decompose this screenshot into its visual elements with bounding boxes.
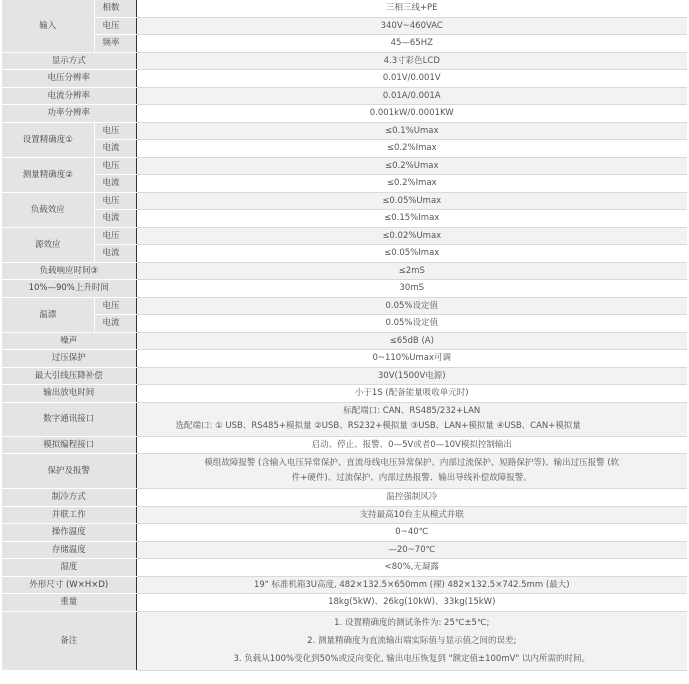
load-effect-label: 负载效应	[2, 192, 94, 227]
row-current-resolution	[2, 87, 687, 105]
row-notes	[2, 611, 687, 670]
voltage-resolution-label: 电压分辨率	[2, 70, 136, 88]
input-voltage-label: 电压	[94, 17, 136, 35]
set-accuracy-voltage-label: 电压	[94, 122, 136, 140]
rise-time-label: 10%—90%上升时间	[2, 280, 136, 298]
row-measure-accuracy-voltage	[2, 157, 687, 175]
cooling-value: 温控强制风冷	[136, 489, 687, 507]
row-storage-temperature	[2, 541, 687, 559]
row-voltage-resolution	[2, 70, 687, 88]
row-cooling	[2, 489, 687, 507]
measure-accuracy-current-value: ≤0.2%Imax	[136, 175, 687, 193]
humidity-value: <80%,无凝露	[136, 559, 687, 577]
notes-label: 备注	[2, 611, 136, 670]
rise-time-value: 30mS	[136, 280, 687, 298]
current-resolution-label: 电流分辨率	[2, 87, 136, 105]
row-temp-drift-current	[2, 315, 687, 333]
protection-alarm-value	[136, 454, 687, 489]
power-resolution-value: 0.001kW/0.0001KW	[136, 105, 687, 123]
note-3: 3. 负载从100%变化到50%或反向变化, 输出电压恢复到 "额定值±100mV" 以内所需的时间。	[233, 653, 591, 664]
standard-ports-text: 标配端口: CAN、RS485/232+LAN	[343, 406, 481, 416]
source-effect-current-label: 电流	[94, 245, 136, 263]
parallel-label: 并联工作	[2, 506, 136, 524]
load-response-label: 负载响应时间③	[2, 262, 136, 280]
current-resolution-value: 0.01A/0.001A	[136, 87, 687, 105]
weight-label: 重量	[2, 594, 136, 612]
row-measure-accuracy-current	[2, 175, 687, 193]
source-effect-current-value: ≤0.05%Imax	[136, 245, 687, 263]
protection-alarm-label: 保护及报警	[2, 454, 136, 489]
digital-interface-value	[136, 402, 687, 436]
discharge-time-value: 小于1S (配备能量吸收单元时)	[136, 385, 687, 403]
noise-value: ≤65dB (A)	[136, 332, 687, 350]
protection-text-line-1: 模组故障报警 (含输入电压异常保护、直流母线电压异常保护、内部过流保护、短路保护等)、输出过压报警 (软	[204, 458, 620, 468]
temp-drift-voltage-label: 电压	[94, 297, 136, 315]
row-overvoltage-protection	[2, 350, 687, 368]
row-discharge-time	[2, 385, 687, 403]
optional-ports-text: 选配端口: ① USB、RS485+模拟量 ②USB、RS232+模拟量 ③USB、LAN+模拟量 ④USB、CAN+模拟量	[175, 421, 581, 431]
row-lead-compensation	[2, 367, 687, 385]
row-dimensions	[2, 576, 687, 594]
lead-compensation-label: 最大引线压降补偿	[2, 367, 136, 385]
weight-value: 18kg(5kW)、26kg(10kW)、33kg(15kW)	[136, 594, 687, 612]
row-protection-alarm	[2, 454, 687, 489]
input-label: 输入	[2, 0, 94, 52]
measure-accuracy-current-label: 电流	[94, 175, 136, 193]
row-weight	[2, 594, 687, 612]
notes-value	[136, 611, 687, 670]
display-value: 4.3寸彩色LCD	[136, 52, 687, 70]
dimensions-label: 外形尺寸 (W×H×D)	[2, 576, 136, 594]
row-analog-interface	[2, 436, 687, 454]
noise-label: 噪声	[2, 332, 136, 350]
dimensions-value: 19" 标准机箱3U高度, 482×132.5×650mm (裸) 482×132.5×742.5mm (最大)	[136, 576, 687, 594]
row-rise-time	[2, 280, 687, 298]
voltage-resolution-value: 0.01V/0.001V	[136, 70, 687, 88]
row-digital-interface	[2, 402, 687, 436]
row-load-response	[2, 262, 687, 280]
row-input-frequency	[2, 35, 687, 53]
overvoltage-protection-label: 过压保护	[2, 350, 136, 368]
temp-drift-label: 温漂	[2, 297, 94, 332]
source-effect-voltage-value: ≤0.02%Umax	[136, 227, 687, 245]
humidity-label: 湿度	[2, 559, 136, 577]
protection-text-line-2: 件+硬件)、过流保护、内部过热报警、输出导线补偿故障报警。	[291, 473, 532, 483]
phase-label: 相数	[94, 0, 136, 17]
row-input-voltage	[2, 17, 687, 35]
row-parallel	[2, 506, 687, 524]
overvoltage-protection-value: 0~110%Umax可调	[136, 350, 687, 368]
parallel-value: 支持最高10台主从模式并联	[136, 506, 687, 524]
operating-temperature-value: 0~40℃	[136, 524, 687, 542]
input-voltage-value: 340V~460VAC	[136, 17, 687, 35]
storage-temperature-label: 存储温度	[2, 541, 136, 559]
digital-interface-label: 数字通讯接口	[2, 402, 136, 436]
source-effect-label: 源效应	[2, 227, 94, 262]
row-operating-temperature	[2, 524, 687, 542]
lead-compensation-value: 30V(1500V电源)	[136, 367, 687, 385]
display-label: 显示方式	[2, 52, 136, 70]
set-accuracy-label: 设置精确度①	[2, 122, 94, 157]
measure-accuracy-label: 测量精确度②	[2, 157, 94, 192]
row-power-resolution	[2, 105, 687, 123]
row-humidity	[2, 559, 687, 577]
analog-interface-value: 启动、停止、报警、0—5V或者0—10V模拟控制输出	[136, 436, 687, 454]
row-load-effect-current	[2, 210, 687, 228]
set-accuracy-voltage-value: ≤0.1%Umax	[136, 122, 687, 140]
frequency-label: 频率	[94, 35, 136, 53]
frequency-value: 45—65HZ	[136, 35, 687, 53]
load-effect-current-value: ≤0.15%Imax	[136, 210, 687, 228]
row-load-effect-voltage	[2, 192, 687, 210]
load-effect-current-label: 电流	[94, 210, 136, 228]
source-effect-voltage-label: 电压	[94, 227, 136, 245]
temp-drift-current-value: 0.05%设定值	[136, 315, 687, 333]
load-response-value: ≤2mS	[136, 262, 687, 280]
load-effect-voltage-value: ≤0.05%Umax	[136, 192, 687, 210]
measure-accuracy-voltage-value: ≤0.2%Umax	[136, 157, 687, 175]
storage-temperature-value: —20~70℃	[136, 541, 687, 559]
row-temp-drift-voltage	[2, 297, 687, 315]
spec-table	[2, 0, 687, 671]
row-source-effect-voltage	[2, 227, 687, 245]
load-effect-voltage-label: 电压	[94, 192, 136, 210]
cooling-label: 制冷方式	[2, 489, 136, 507]
note-2: 2. 测量精确度为直流输出端实际值与显示值之间的误差;	[307, 635, 517, 646]
operating-temperature-label: 操作温度	[2, 524, 136, 542]
power-resolution-label: 功率分辨率	[2, 105, 136, 123]
phase-value: 三相三线+PE	[136, 0, 687, 17]
row-display	[2, 52, 687, 70]
analog-interface-label: 模拟编程接口	[2, 436, 136, 454]
note-1: 1. 设置精确度的测试条件为: 25℃±5℃;	[334, 617, 490, 628]
row-set-accuracy-current	[2, 140, 687, 158]
temp-drift-current-label: 电流	[94, 315, 136, 333]
row-input-phase	[2, 0, 687, 17]
row-set-accuracy-voltage	[2, 122, 687, 140]
discharge-time-label: 输出放电时间	[2, 385, 136, 403]
set-accuracy-current-label: 电流	[94, 140, 136, 158]
row-noise	[2, 332, 687, 350]
row-source-effect-current	[2, 245, 687, 263]
set-accuracy-current-value: ≤0.2%Imax	[136, 140, 687, 158]
temp-drift-voltage-value: 0.05%设定值	[136, 297, 687, 315]
measure-accuracy-voltage-label: 电压	[94, 157, 136, 175]
